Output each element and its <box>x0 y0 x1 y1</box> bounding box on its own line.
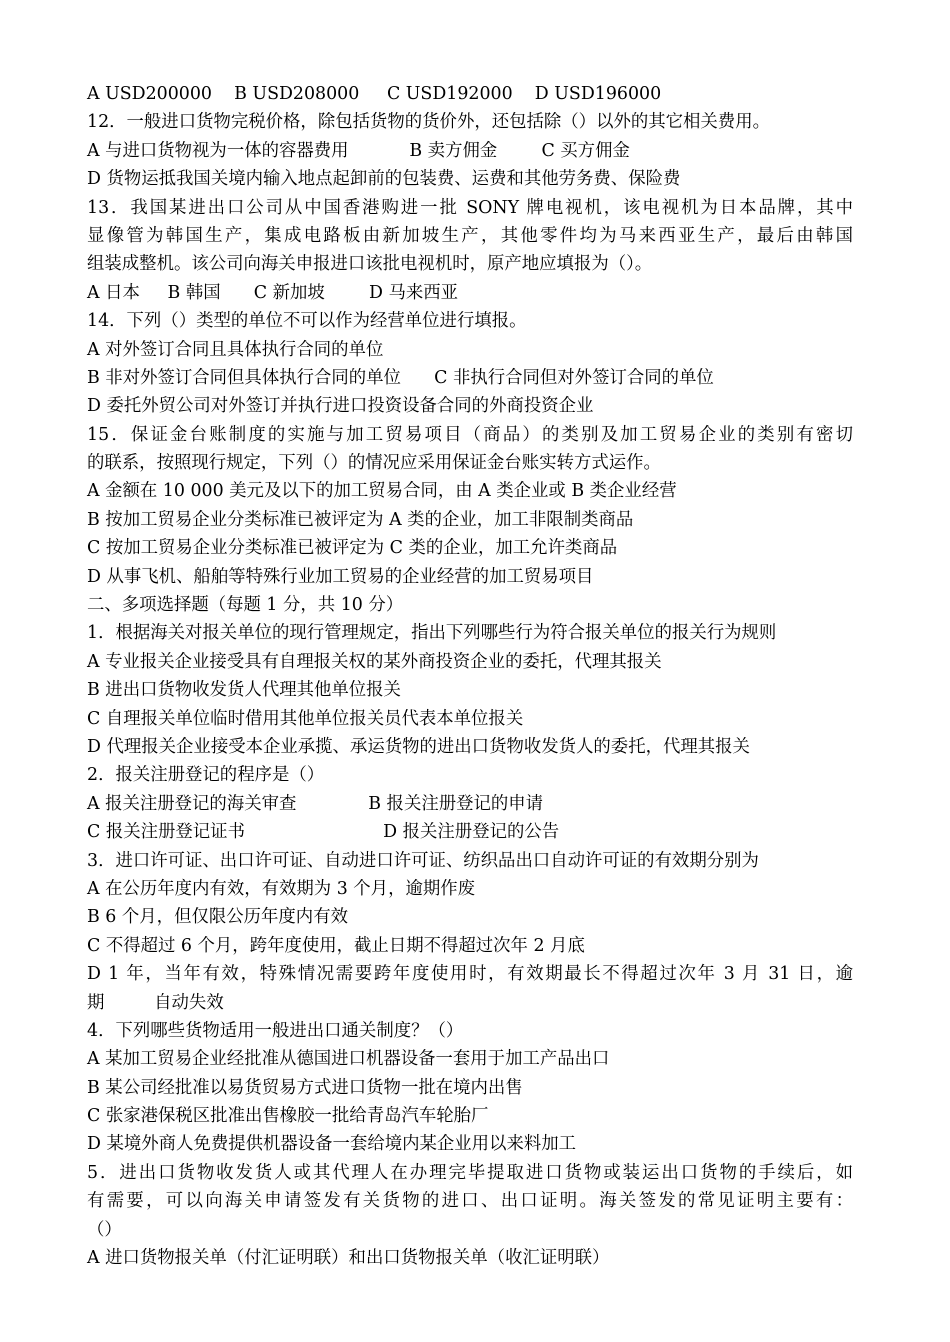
text-line: A 进口货物报关单（付汇证明联）和出口货物报关单（收汇证明联） <box>87 1248 610 1269</box>
text-line: D 1 年，当年有效，特殊情况需要跨年度使用时，有效期最长不得超过次年 3 月 31 日，逾 <box>87 964 853 985</box>
text-line: C 按加工贸易企业分类标准已被评定为 C 类的企业，加工允许类商品 <box>87 538 618 559</box>
text-line: 2．报关注册登记的程序是（） <box>87 765 325 786</box>
text-line: 15．保证金台账制度的实施与加工贸易项目（商品）的类别及加工贸易企业的类别有密切 <box>87 424 853 445</box>
text-line: 期 自动失效 <box>87 992 224 1013</box>
text-line: 5．进出口货物收发货人或其代理人在办理完毕提取进口货物或装运出口货物的手续后，如 <box>87 1162 853 1183</box>
text-line: A 与进口货物视为一体的容器费用 B 卖方佣金 C 买方佣金 <box>87 140 630 161</box>
text-line: 1．根据海关对报关单位的现行管理规定，指出下列哪些行为符合报关单位的报关行为规则 <box>87 623 777 644</box>
text-line: （） <box>87 1219 122 1240</box>
text-line: A 报关注册登记的海关审查 B 报关注册登记的申请 <box>87 793 544 814</box>
text-line: D 货物运抵我国关境内输入地点起卸前的包装费、运费和其他劳务费、保险费 <box>87 169 681 190</box>
text-line: A 专业报关企业接受具有自理报关权的某外商投资企业的委托，代理其报关 <box>87 651 662 672</box>
text-line: A 金额在 10 000 美元及以下的加工贸易合同，由 A 类企业或 B 类企业经营 <box>87 481 677 502</box>
text-line: B 非对外签订合同但具体执行合同的单位 C 非执行合同但对外签订合同的单位 <box>87 367 714 388</box>
text-line: 14．下列（）类型的单位不可以作为经营单位进行填报。 <box>87 311 527 332</box>
text-line: B 6 个月，但仅限公历年度内有效 <box>87 907 348 928</box>
text-line: B 进出口货物收发货人代理其他单位报关 <box>87 680 401 701</box>
text-line: B 某公司经批准以易货贸易方式进口货物一批在境内出售 <box>87 1077 523 1098</box>
section-heading: 二、多项选择题（每题 1 分，共 10 分） <box>87 595 404 616</box>
text-line: 12．一般进口货物完税价格，除包括货物的货价外，还包括除（）以外的其它相关费用。 <box>87 112 770 133</box>
text-line: 组装成整机。该公司向海关申报进口该批电视机时，原产地应填报为（）。 <box>87 254 653 275</box>
text-line: C 不得超过 6 个月，跨年度使用，截止日期不得超过次年 2 月底 <box>87 935 585 956</box>
text-line: C 自理报关单位临时借用其他单位报关员代表本单位报关 <box>87 708 524 729</box>
text-line: 的联系，按照现行规定，下列（）的情况应采用保证金台账实转方式运作。 <box>87 453 661 474</box>
text-line: C 张家港保税区批准出售橡胶一批给青岛汽车轮胎厂 <box>87 1106 489 1127</box>
text-line: 4．下列哪些货物适用一般进出口通关制度？（） <box>87 1020 464 1041</box>
text-line: A 某加工贸易企业经批准从德国进口机器设备一套用于加工产品出口 <box>87 1049 610 1070</box>
text-line: B 按加工贸易企业分类标准已被评定为 A 类的企业，加工非限制类商品 <box>87 509 634 530</box>
text-line: 有需要，可以向海关申请签发有关货物的进口、出口证明。海关签发的常见证明主要有： <box>87 1191 853 1212</box>
text-line: A USD200000 B USD208000 C USD192000 D USD196000 <box>87 84 662 104</box>
text-line: D 从事飞机、船舶等特殊行业加工贸易的企业经营的加工贸易项目 <box>87 566 594 587</box>
document-page <box>87 80 853 1272</box>
text-line: 13．我国某进出口公司从中国香港购进一批 SONY 牌电视机，该电视机为日本品牌，其中 <box>87 197 853 218</box>
text-line: 显像管为韩国生产，集成电路板由新加坡生产，其他零件均为马来西亚生产，最后由韩国 <box>87 225 853 246</box>
text-line: D 代理报关企业接受本企业承揽、承运货物的进出口货物收发货人的委托，代理其报关 <box>87 736 750 757</box>
text-line: C 报关注册登记证书 D 报关注册登记的公告 <box>87 822 560 843</box>
text-line: D 委托外贸公司对外签订并执行进口投资设备合同的外商投资企业 <box>87 396 594 417</box>
text-line: D 某境外商人免费提供机器设备一套给境内某企业用以来料加工 <box>87 1134 577 1155</box>
text-line: A 在公历年度内有效，有效期为 3 个月，逾期作废 <box>87 878 476 899</box>
text-line: A 日本 B 韩国 C 新加坡 D 马来西亚 <box>87 282 459 303</box>
text-line: A 对外签订合同且具体执行合同的单位 <box>87 339 384 360</box>
text-line: 3．进口许可证、出口许可证、自动进口许可证、纺织品出口自动许可证的有效期分别为 <box>87 850 759 871</box>
